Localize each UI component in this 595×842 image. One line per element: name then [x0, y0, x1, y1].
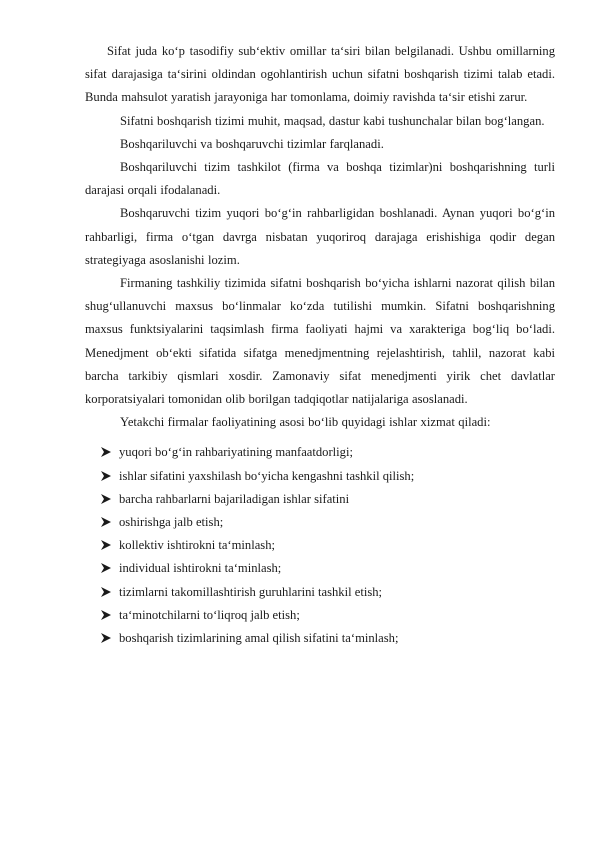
- arrowhead-bullet-icon: [101, 587, 111, 597]
- arrowhead-bullet-icon: [101, 447, 111, 457]
- bullet-list: [85, 441, 555, 650]
- list-item: [85, 581, 555, 604]
- arrowhead-bullet-icon: [101, 610, 111, 620]
- document-page: [85, 40, 555, 650]
- list-item: [85, 604, 555, 627]
- list-item: [85, 627, 555, 650]
- list-item: [85, 511, 555, 534]
- list-item-text: barcha rahbarlarni bajariladigan ishlar sifatini: [119, 491, 350, 506]
- arrowhead-bullet-icon: [101, 633, 111, 643]
- paragraph: Boshqariluvchi va boshqaruvchi tizimlar farqlanadi.: [120, 136, 384, 151]
- paragraph: Sifat juda ko‘p tasodifiy sub‘ektiv omillar ta‘siri bilan belgilanadi. Ushbu omillarning sifat darajasiga ta‘sirini oldindan ogohlantirish uchun sifatni boshqarish tizimi talab etadi. Bunda mahsulot yaratish jarayoniga har tomonlama, doimiy ravishda ta‘sir etishi zarur.: [85, 44, 555, 105]
- paragraph: Sifatni boshqarish tizimi muhit, maqsad, dastur kabi tushunchalar bilan bog‘langan.: [120, 113, 545, 128]
- arrowhead-bullet-icon: [101, 540, 111, 550]
- list-item-text: kollektiv ishtirokni ta‘minlash;: [119, 538, 276, 553]
- list-item: [85, 441, 555, 464]
- list-item-text: individual ishtirokni ta‘minlash;: [119, 561, 282, 576]
- arrowhead-bullet-icon: [101, 471, 111, 481]
- arrowhead-bullet-icon: [101, 563, 111, 573]
- paragraph: Firmaning tashkiliy tizimida sifatni boshqarish bo‘yicha ishlarni nazorat qilish bilan shug‘ullanuvchi maxsus bo‘linmalar ko‘zda tutilishi mumkin. Sifatni boshqarishning maxsus funktsiyalarini taqsimlash firma faoliyati hajmi va xarakteriga bog‘liq bo‘ladi. Menedjment ob‘ekti sifatida sifatga menedjmentning rejelashtirish, tahlil, nazorat kabi barcha tarkibiy qismlari xosdir. Zamonaviy sifat menedjmenti yirik chet davlatlar korporatsiyalari tomonidan olib borilgan tadqiqotlar natijalariga asoslanadi.: [85, 276, 555, 407]
- list-item-text: boshqarish tizimlarining amal qilish sifatini ta‘minlash;: [119, 630, 399, 645]
- list-item-text: ta‘minotchilarni to‘liqroq jalb etish;: [119, 607, 300, 622]
- list-item-text: oshirishga jalb etish;: [119, 515, 224, 530]
- arrowhead-bullet-icon: [101, 517, 111, 527]
- paragraph: Boshqariluvchi tizim tashkilot (firma va boshqa tizimlar)ni boshqarishning turli darajasi orqali ifodalanadi.: [85, 160, 555, 198]
- paragraph: Boshqaruvchi tizim yuqori bo‘g‘in rahbarligidan boshlanadi. Aynan yuqori bo‘g‘in rahbarligi, firma o‘tgan davrga nisbatan yuqoriroq darajaga erishishiga qodir degan strategiyaga asoslanishi lozim.: [85, 206, 555, 267]
- paragraph: Yetakchi firmalar faoliyatining asosi bo‘lib quyidagi ishlar xizmat qiladi:: [120, 415, 491, 430]
- list-item-text: ishlar sifatini yaxshilash bo‘yicha kengashni tashkil qilish;: [119, 468, 415, 483]
- list-item: [85, 557, 555, 580]
- list-item-text: yuqori bo‘g‘in rahbariyatining manfaatdorligi;: [119, 445, 353, 460]
- arrowhead-bullet-icon: [101, 494, 111, 504]
- list-item-text: tizimlarni takomillashtirish guruhlarini tashkil etish;: [119, 584, 383, 599]
- list-item: [85, 534, 555, 557]
- list-item: [85, 488, 555, 511]
- list-item: [85, 465, 555, 488]
